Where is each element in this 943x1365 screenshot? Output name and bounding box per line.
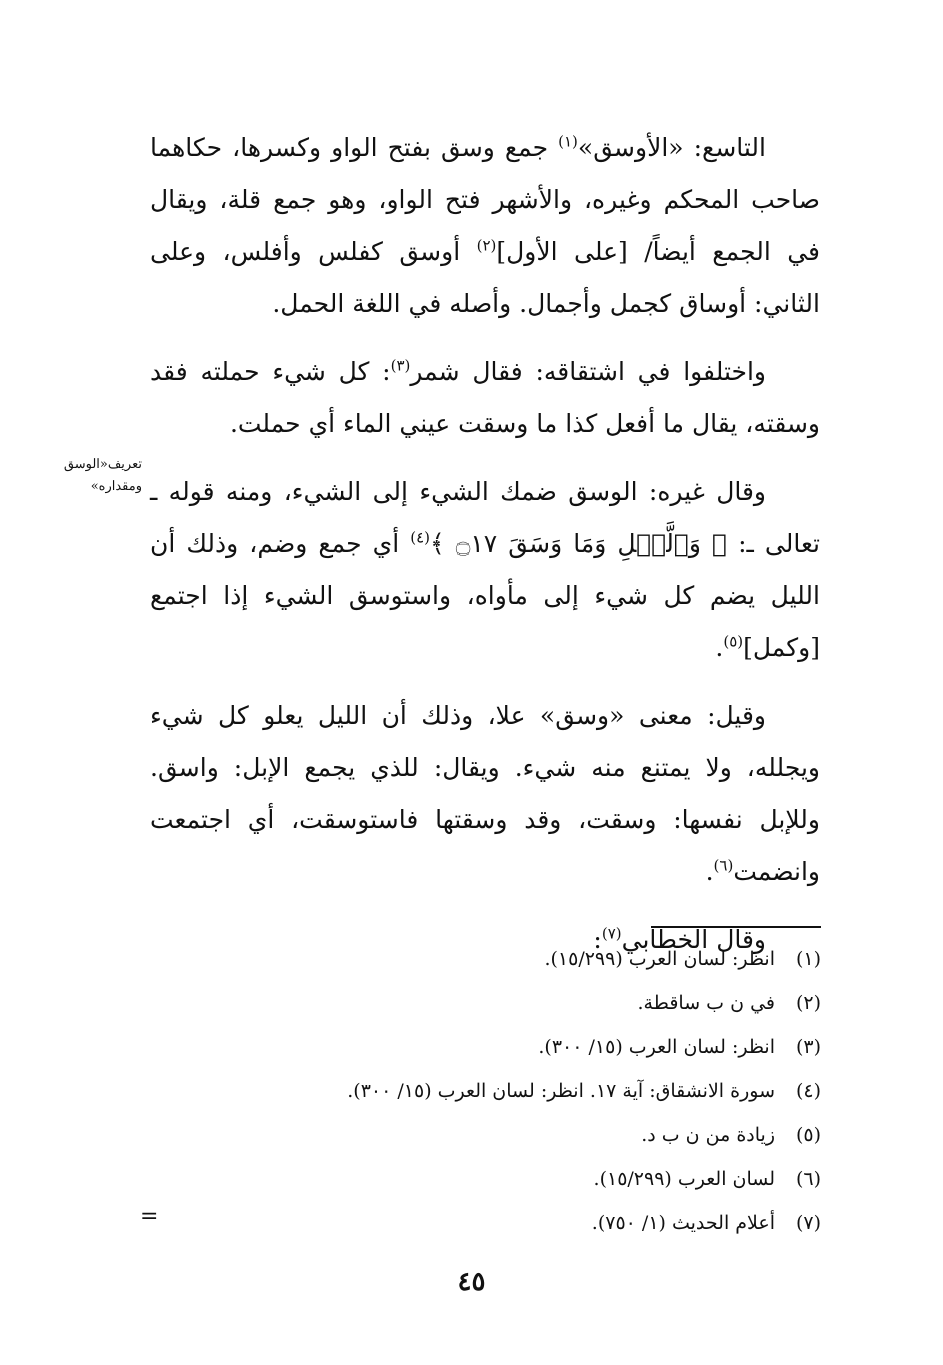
- footnote-ref-7[interactable]: (٧): [601, 924, 622, 943]
- footnote-number: (٢): [795, 992, 821, 1014]
- footnote-ref-1[interactable]: (١): [558, 132, 578, 151]
- margin-note-line-2: ومقداره»: [90, 479, 142, 494]
- footnote-ref-4[interactable]: (٤): [410, 528, 430, 547]
- footnote-ref-6[interactable]: (٦): [713, 856, 734, 875]
- paragraph-derivation: واختلفوا في اشتقاقه: فقال شمر$^{(٣)}$: كل شيء حملته فقد وسقته، يقال ما أفعل كذا ما وسقت عيني الماء أي حملت.: [150, 356, 820, 438]
- paragraph-khattabi: وقال الخطابي$^{(٧)}$:: [593, 924, 766, 954]
- paragraph-meaning: وقيل: معنى «وسق» علا، وذلك أن الليل يعلو كل شيء ويجلله، ولا يمتنع منه شيء. ويقال: للذي يجمع الإبل: واسق. وللإبل نفسها: وسقت، وقد وسقتها فاستوسقت، أي اجتمعت وانضمت$^{(٦)}$.: [150, 701, 820, 886]
- footnote-text: انظر: لسان العرب (١٥/٢٩٩).: [544, 948, 775, 970]
- margin-note: [38, 454, 142, 498]
- footnote-number: (٣): [795, 1036, 821, 1058]
- footnote-number: (١): [795, 948, 821, 970]
- footnote-item: [201, 1069, 821, 1113]
- page-number: ٤٥: [457, 1267, 486, 1297]
- paragraph-awsuq: التاسع: «الأوسق»$^{(١)}$ جمع وسق بفتح الواو وكسرها، حكاهما صاحب المحكم وغيره، والأشهر فتح الواو، وهو جمع قلة، ويقال في الجمع أيضاً/ [على الأول]$^{(٢)}$ أوسق كفلس وأفلس، وعلى الثاني: أوساق كجمل وأجمال. وأصله في اللغة الحمل.: [150, 132, 821, 318]
- footnotes-list: [201, 937, 821, 1245]
- footnote-item: [201, 1201, 821, 1245]
- margin-note-line-1: تعريف«الوسق: [63, 457, 142, 472]
- main-text: [150, 122, 820, 966]
- footnote-text: أعلام الحديث (١/ ٧٥٠).: [591, 1212, 775, 1234]
- footnote-number: (٤): [795, 1080, 821, 1102]
- footnote-text: في ن ب ساقطة.: [637, 992, 775, 1014]
- footnote-text: انظر: لسان العرب (١٥/ ٣٠٠).: [538, 1036, 775, 1058]
- footnote-text: سورة الانشقاق: آية ١٧. انظر: لسان العرب (١٥/ ٣٠٠).: [347, 1080, 775, 1102]
- continuation-mark: =: [140, 1204, 159, 1229]
- footnote-item: [201, 937, 821, 981]
- paragraph-quran-verse: وقال غيره: الوسق ضمك الشيء إلى الشيء، ومنه قوله ـ تعالى ـ: ﴿ وَٱلَّيۡلِ وَمَا وَسَقَ ۝١٧ ﴾$^{(٤)}$ أي جمع وضم، وذلك أن الليل يضم كل شيء إلى مأواه، واستوسق الشيء إذا اجتمع [وكمل]$^{(٥)}$.: [150, 477, 820, 662]
- footnote-ref-5[interactable]: (٥): [723, 632, 744, 651]
- footnote-number: (٧): [795, 1212, 821, 1234]
- footnote-ref-2[interactable]: (٢): [476, 236, 497, 255]
- footnote-separator: [651, 926, 821, 928]
- footnote-item: [201, 1025, 821, 1069]
- footnote-item: [201, 981, 821, 1025]
- footnote-number: (٦): [795, 1168, 821, 1190]
- footnote-ref-3[interactable]: (٣): [390, 356, 411, 375]
- footnote-text: زيادة من ن ب د.: [641, 1124, 775, 1146]
- footnote-number: (٥): [795, 1124, 821, 1146]
- footnote-text: لسان العرب (١٥/٢٩٩).: [593, 1168, 775, 1190]
- footnote-item: [201, 1113, 821, 1157]
- footnote-item: [201, 1157, 821, 1201]
